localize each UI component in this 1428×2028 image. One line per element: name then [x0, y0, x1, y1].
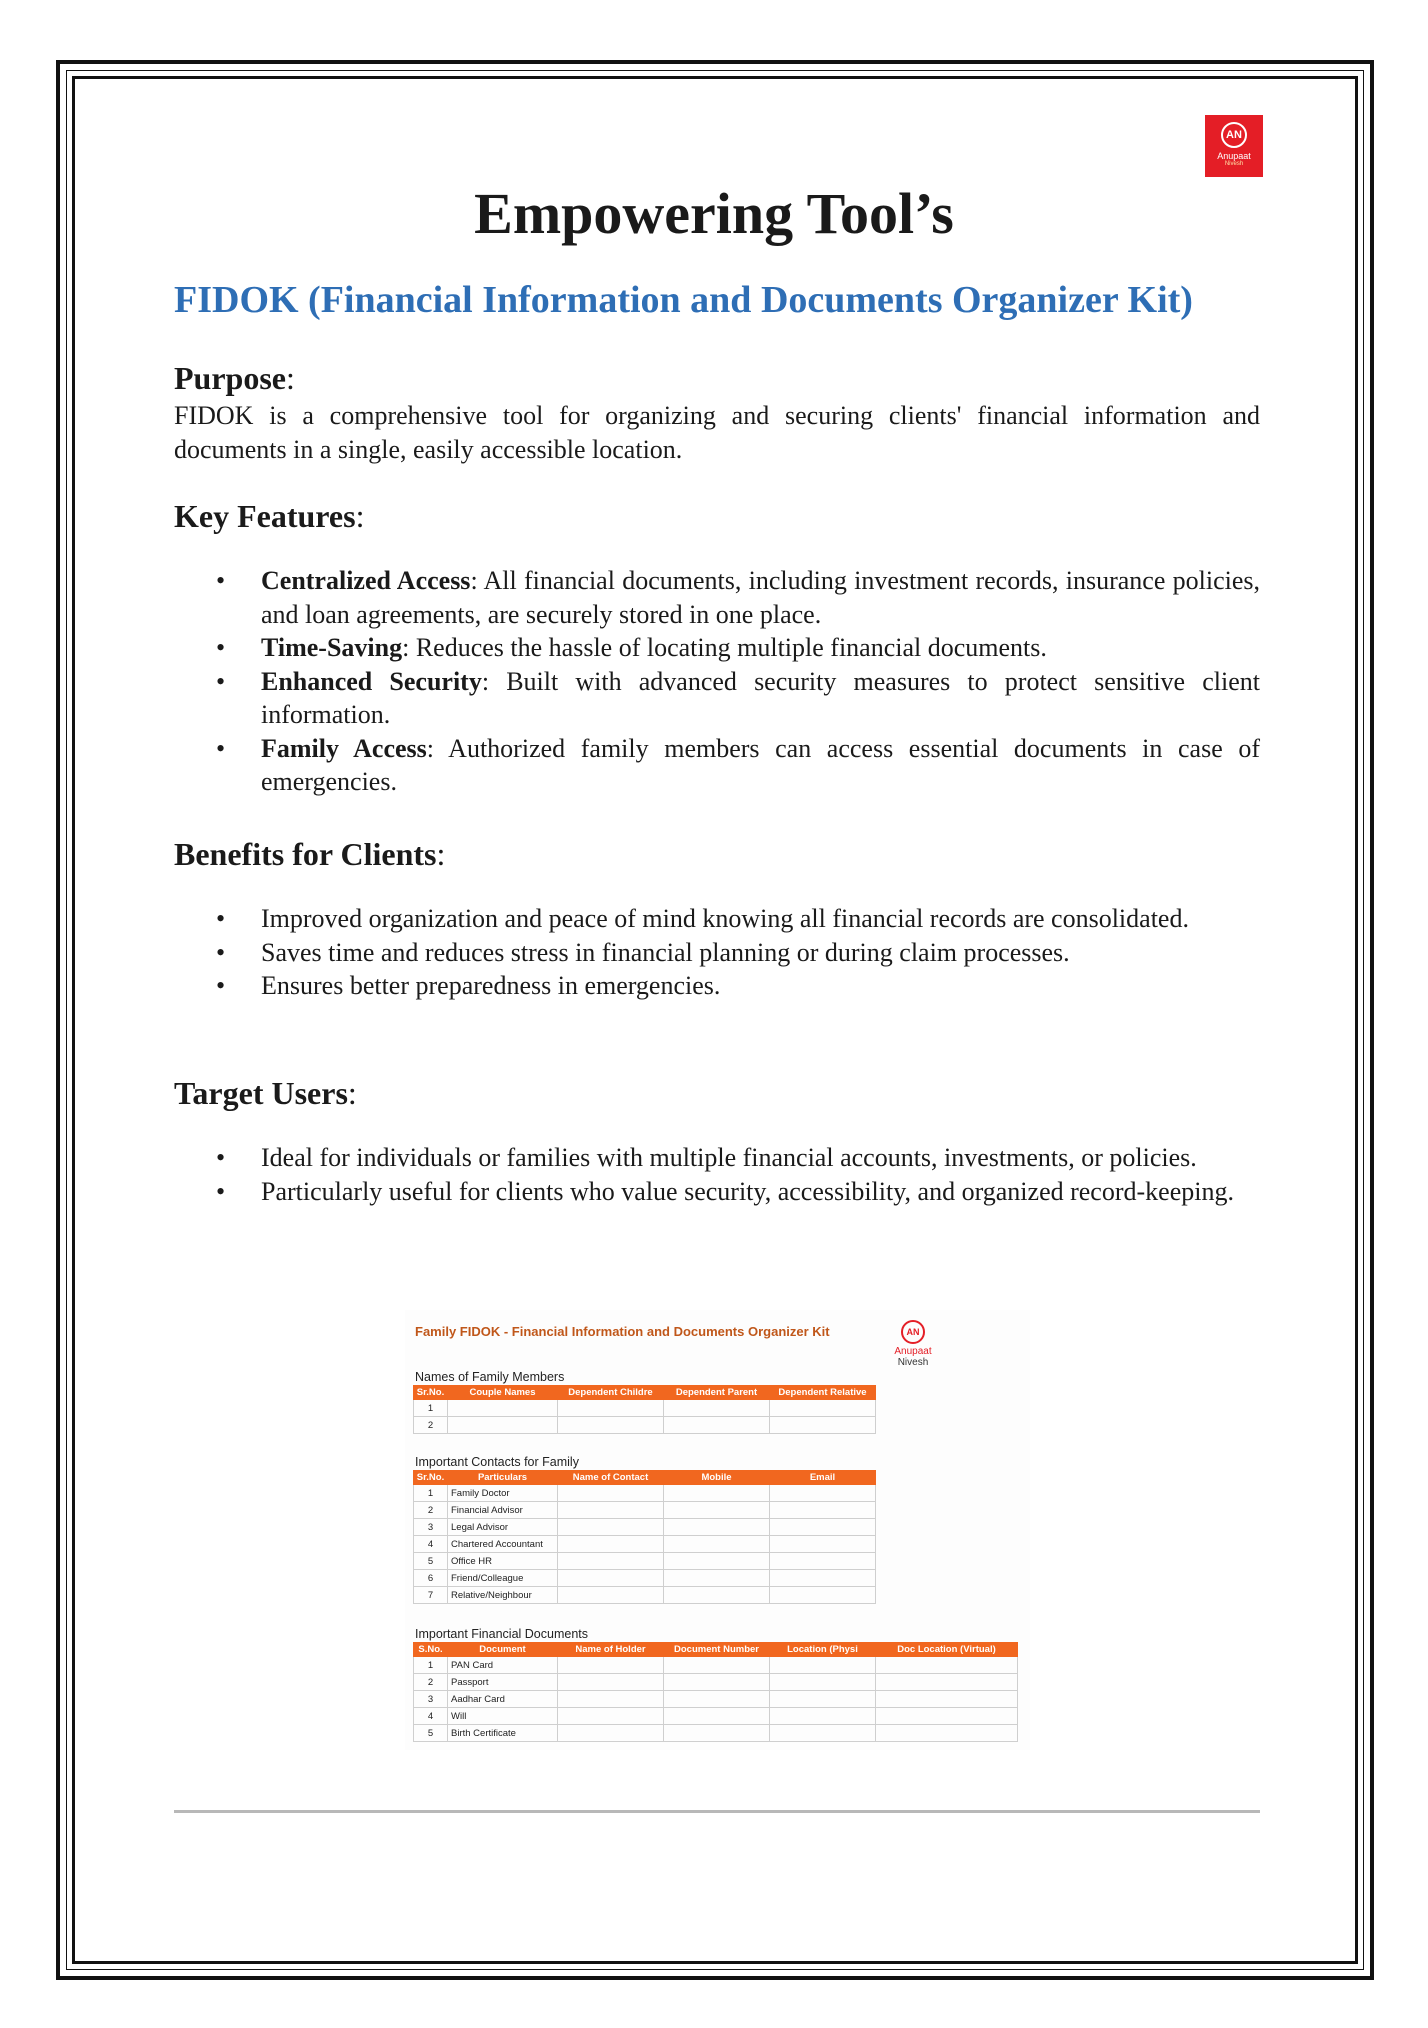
table-cell [664, 1400, 770, 1417]
purpose-text: FIDOK is a comprehensive tool for organizing and securing clients' financial information and documents in a single, easily accessible location. [174, 401, 1260, 464]
list-item: • Saves time and reduces stress in financial planning or during claim processes. [216, 937, 1070, 967]
table-row [414, 1657, 1018, 1674]
contacts-heading: Important Contacts for Family [415, 1455, 579, 1469]
table-row [414, 1519, 876, 1536]
table-cell [558, 1587, 664, 1604]
sheet-logo-mark: AN [901, 1320, 925, 1344]
table-cell [664, 1691, 770, 1708]
key-features-list [174, 564, 1260, 799]
contacts-table [413, 1470, 876, 1604]
target-users-section [174, 1075, 1260, 1208]
table-header: Dependent Parent [664, 1386, 770, 1400]
sheet-logo-word: Anupaat [894, 1346, 932, 1357]
brand-logo-sub: Nivesh [1224, 161, 1244, 167]
table-cell [664, 1553, 770, 1570]
list-item: • Ensures better preparedness in emergencies. [216, 971, 721, 1000]
page-subtitle: FIDOK (Financial Information and Documents Organizer Kit) [174, 279, 1193, 321]
table-cell: 1 [414, 1657, 448, 1674]
table-cell [558, 1725, 664, 1742]
table-row [414, 1725, 1018, 1742]
table-cell [770, 1536, 876, 1553]
table-cell [770, 1691, 876, 1708]
table-row [414, 1485, 876, 1502]
table-cell [770, 1708, 876, 1725]
table-row [414, 1587, 876, 1604]
table-cell [664, 1725, 770, 1742]
sheet-title: Family FIDOK - Financial Information and Documents Organizer Kit [415, 1324, 830, 1339]
fidok-sheet-preview [405, 1310, 1030, 1750]
table-cell: 2 [414, 1417, 448, 1434]
table-header: Doc Location (Virtual) [876, 1643, 1018, 1657]
table-cell: Aadhar Card [448, 1691, 558, 1708]
table-cell: 7 [414, 1587, 448, 1604]
table-header-row [414, 1643, 1018, 1657]
table-cell [558, 1553, 664, 1570]
table-header-row [414, 1386, 876, 1400]
table-cell: Will [448, 1708, 558, 1725]
sheet-logo-sub: Nivesh [897, 1357, 929, 1368]
table-cell: 4 [414, 1536, 448, 1553]
table-cell [558, 1400, 664, 1417]
table-cell [770, 1657, 876, 1674]
table-cell [770, 1400, 876, 1417]
table-row [414, 1708, 1018, 1725]
table-cell: Legal Advisor [448, 1519, 558, 1536]
list-item: • Ideal for individuals or families with multiple financial accounts, investments, or policies. [216, 1143, 1197, 1172]
table-cell [770, 1553, 876, 1570]
table-header: Sr.No. [414, 1386, 448, 1400]
brand-logo-mark: AN [1221, 122, 1247, 148]
table-cell [558, 1417, 664, 1434]
table-cell: 2 [414, 1674, 448, 1691]
table-cell: Financial Advisor [448, 1502, 558, 1519]
table-cell [664, 1708, 770, 1725]
table-cell: 5 [414, 1725, 448, 1742]
table-cell [558, 1519, 664, 1536]
benefits-list [174, 902, 1260, 1003]
table-cell [770, 1587, 876, 1604]
table-cell [876, 1725, 1018, 1742]
table-cell [448, 1417, 558, 1434]
table-row [414, 1691, 1018, 1708]
table-cell [664, 1570, 770, 1587]
documents-heading: Important Financial Documents [415, 1627, 588, 1641]
table-cell [770, 1502, 876, 1519]
table-header: Mobile [664, 1471, 770, 1485]
table-cell: Family Doctor [448, 1485, 558, 1502]
table-cell [558, 1691, 664, 1708]
list-item: • Family Access: Authorized family members can access essential documents in case of emergencies. [216, 733, 1260, 796]
table-header: Sr.No. [414, 1471, 448, 1485]
table-cell [558, 1570, 664, 1587]
table-header-row [414, 1471, 876, 1485]
target-users-list [174, 1141, 1260, 1208]
table-cell: 5 [414, 1553, 448, 1570]
table-header: Document Number [664, 1643, 770, 1657]
purpose-heading: Purpose: [174, 360, 295, 396]
table-header: Dependent Relative [770, 1386, 876, 1400]
table-cell [664, 1417, 770, 1434]
footer-divider [174, 1810, 1260, 1813]
table-header: Document [448, 1643, 558, 1657]
table-cell: 3 [414, 1691, 448, 1708]
table-header: Particulars [448, 1471, 558, 1485]
table-header: Dependent Childre [558, 1386, 664, 1400]
table-cell: Passport [448, 1674, 558, 1691]
key-features-heading: Key Features: [174, 498, 365, 534]
table-cell [770, 1570, 876, 1587]
table-row [414, 1570, 876, 1587]
documents-table [413, 1642, 1018, 1742]
table-cell [558, 1657, 664, 1674]
table-row [414, 1674, 1018, 1691]
table-header: Couple Names [448, 1386, 558, 1400]
family-members-table [413, 1385, 876, 1434]
table-cell [664, 1485, 770, 1502]
table-cell [770, 1485, 876, 1502]
table-cell: 4 [414, 1708, 448, 1725]
table-cell: 3 [414, 1519, 448, 1536]
table-cell [448, 1400, 558, 1417]
table-row [414, 1536, 876, 1553]
table-cell [664, 1519, 770, 1536]
table-cell [876, 1691, 1018, 1708]
table-row [414, 1502, 876, 1519]
list-item: • Improved organization and peace of mind knowing all financial records are consolidated. [216, 904, 1189, 933]
key-features-section [174, 498, 1260, 799]
table-cell [558, 1674, 664, 1691]
table-cell: Friend/Colleague [448, 1570, 558, 1587]
table-cell [558, 1485, 664, 1502]
table-cell: Chartered Accountant [448, 1536, 558, 1553]
list-item: • Enhanced Security: Built with advanced security measures to protect sensitive client information. [216, 666, 1261, 729]
page-title: Empowering Tool’s [474, 181, 954, 246]
table-header: Name of Holder [558, 1643, 664, 1657]
list-item: • Time-Saving: Reduces the hassle of locating multiple financial documents. [216, 633, 1047, 662]
brand-logo-word: Anupaat [1217, 151, 1251, 161]
table-cell [876, 1657, 1018, 1674]
table-cell [876, 1674, 1018, 1691]
table-cell [876, 1708, 1018, 1725]
family-members-heading: Names of Family Members [415, 1370, 565, 1384]
table-cell [558, 1708, 664, 1725]
table-cell [770, 1417, 876, 1434]
table-cell [664, 1502, 770, 1519]
table-row [414, 1417, 876, 1434]
brand-logo [1205, 115, 1263, 177]
table-cell: Birth Certificate [448, 1725, 558, 1742]
table-cell: Relative/Neighbour [448, 1587, 558, 1604]
table-header: S.No. [414, 1643, 448, 1657]
table-header: Location (Physi [770, 1643, 876, 1657]
table-cell: 2 [414, 1502, 448, 1519]
table-cell [770, 1725, 876, 1742]
benefits-section [174, 836, 1260, 1003]
table-cell [664, 1536, 770, 1553]
table-cell [664, 1657, 770, 1674]
benefits-heading: Benefits for Clients: [174, 836, 446, 872]
table-cell [558, 1536, 664, 1553]
table-cell: 1 [414, 1485, 448, 1502]
table-cell [664, 1587, 770, 1604]
purpose-section [174, 360, 1260, 467]
table-cell: PAN Card [448, 1657, 558, 1674]
target-users-heading: Target Users: [174, 1075, 357, 1111]
table-cell [558, 1502, 664, 1519]
table-row [414, 1400, 876, 1417]
table-cell: 1 [414, 1400, 448, 1417]
list-item: • Centralized Access: All financial documents, including investment records, insurance policies, and loan agreements, are securely stored in one place. [216, 566, 1260, 629]
table-header: Email [770, 1471, 876, 1485]
table-cell: 6 [414, 1570, 448, 1587]
table-cell [770, 1519, 876, 1536]
table-cell: Office HR [448, 1553, 558, 1570]
list-item: • Particularly useful for clients who value security, accessibility, and organized record-keeping. [216, 1176, 1234, 1206]
sheet-logo [883, 1320, 943, 1368]
table-row [414, 1553, 876, 1570]
table-header: Name of Contact [558, 1471, 664, 1485]
table-cell [770, 1674, 876, 1691]
table-cell [664, 1674, 770, 1691]
